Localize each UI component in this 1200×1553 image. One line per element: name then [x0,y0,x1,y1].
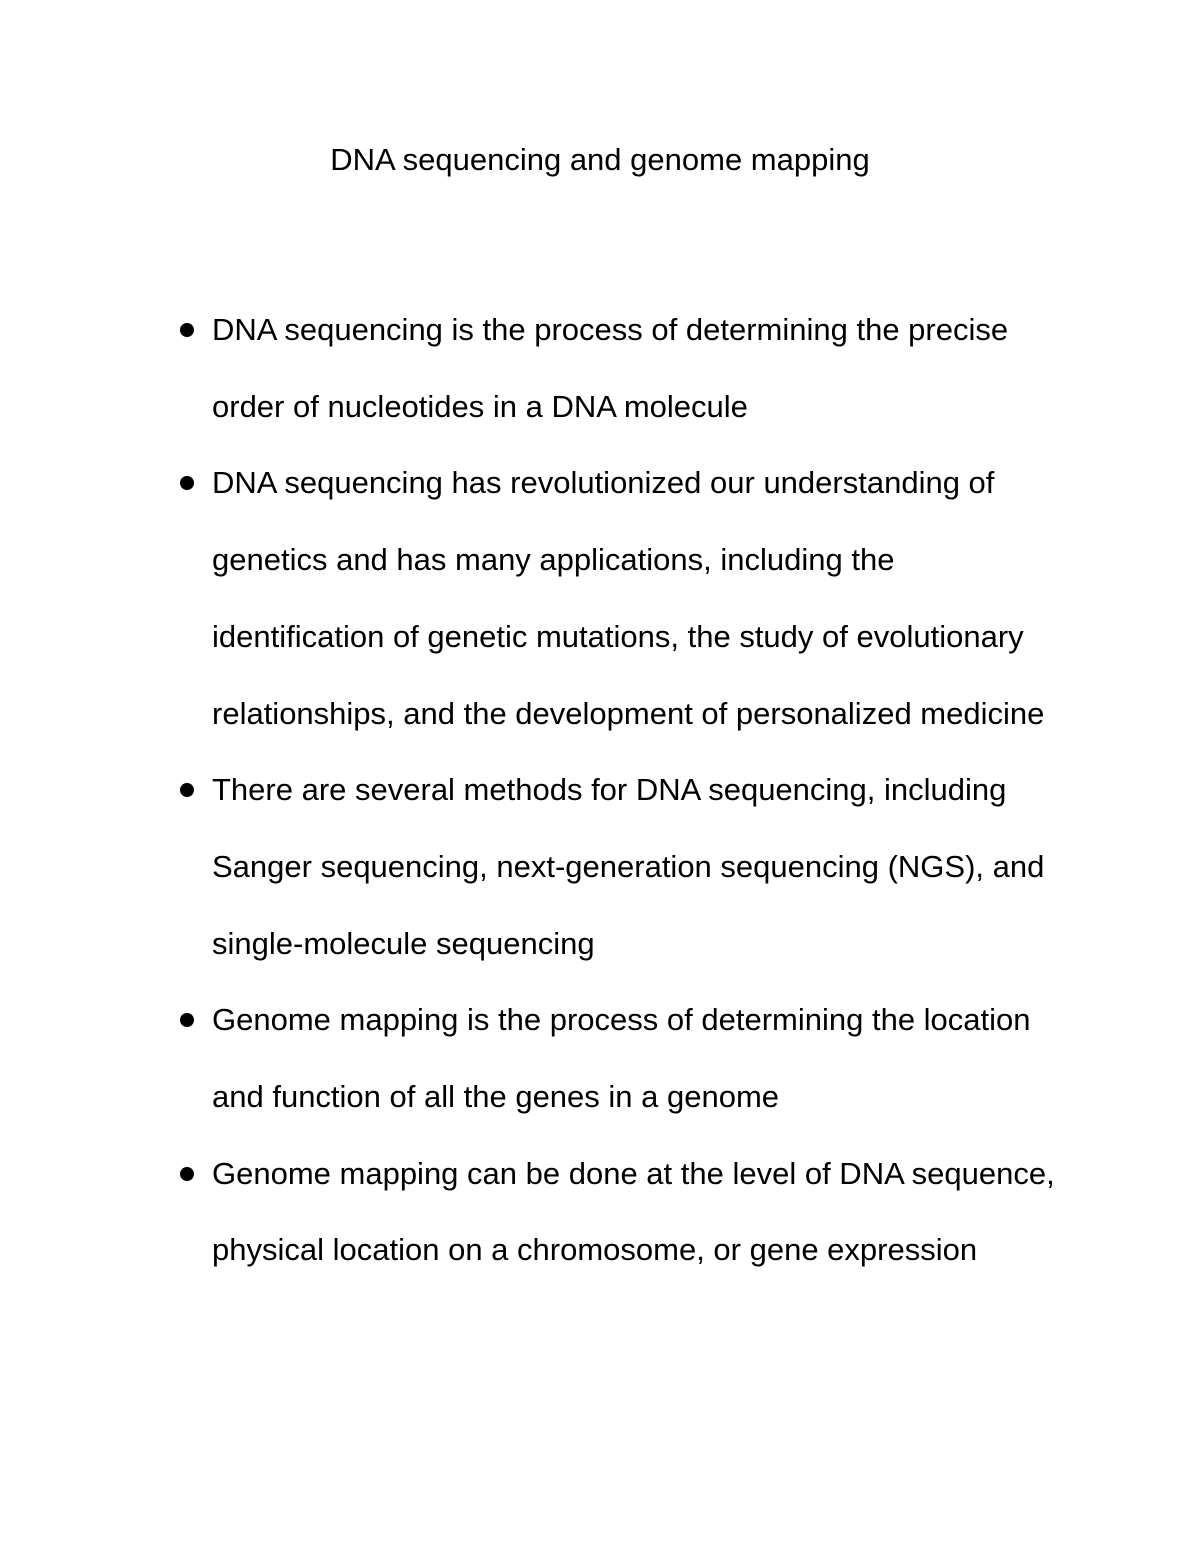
bullet-text: There are several methods for DNA sequencing, including Sanger sequencing, next-generation sequencing (NGS), and single-molecule sequencing [212,772,1045,961]
bullet-item [212,1136,1072,1289]
bullet-text: Genome mapping is the process of determining the location and function of all the genes in a genome [212,1002,1031,1115]
bullet-text: DNA sequencing has revolutionized our understanding of genetics and has many applications, including the identification of genetic mutations, the study of evolutionary relationships, and the development of personalized medicine [212,465,1045,731]
bullet-item [212,752,1072,982]
bullet-dot-icon [180,476,194,490]
bullet-dot-icon [180,323,194,337]
bullet-text: DNA sequencing is the process of determining the precise order of nucleotides in a DNA molecule [212,312,1009,424]
bullet-dot-icon [180,783,194,797]
document-title: DNA sequencing and genome mapping [330,142,870,177]
bullet-dot-icon [180,1013,194,1027]
bullet-dot-icon [180,1167,194,1181]
bullet-list [212,292,1072,1289]
bullet-item [212,445,1072,752]
bullet-item [212,982,1072,1135]
bullet-text: Genome mapping can be done at the level of DNA sequence, physical location on a chromosome, or gene expression [212,1155,1055,1268]
bullet-item [212,292,1072,445]
